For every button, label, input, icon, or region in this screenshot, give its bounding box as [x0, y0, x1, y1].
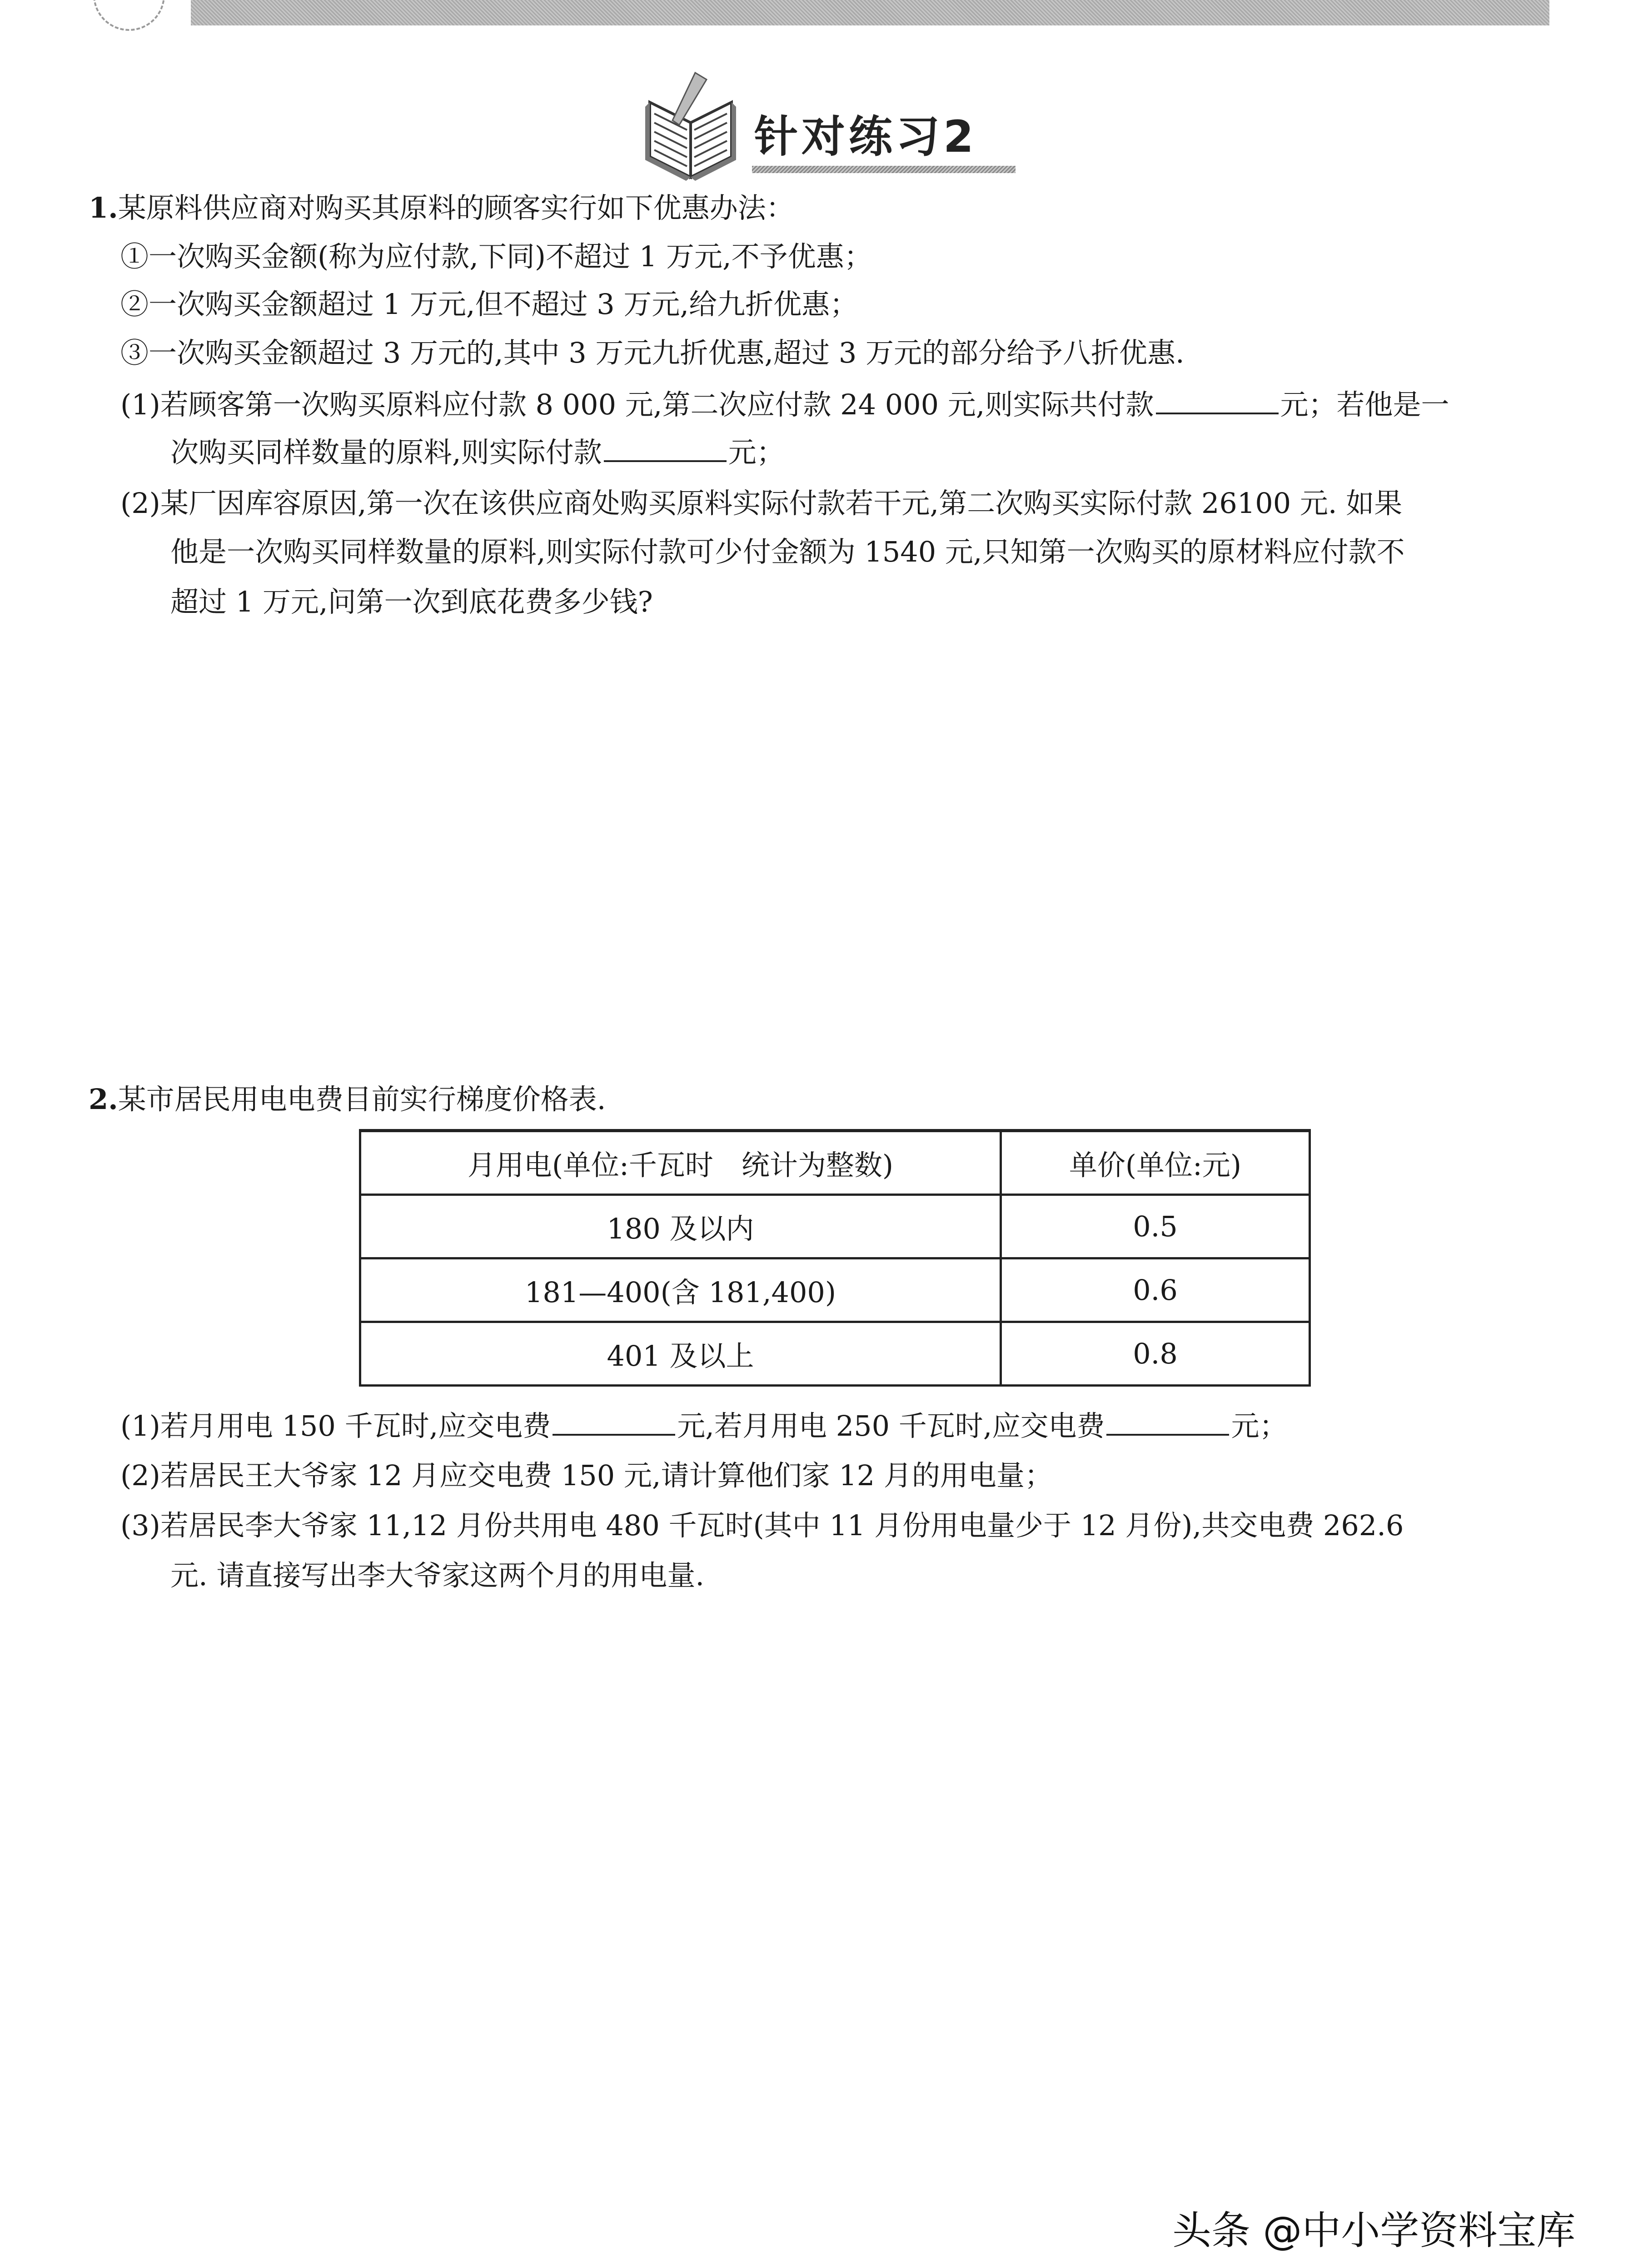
- q2-sub3-line1: (3)若居民李大爷家 11,12 月份共用电 480 千瓦时(其中 11 月份用电量少于 12 月份),共交电费 262.6: [120, 1509, 1404, 1542]
- table-header-usage: 月用电(单位:千瓦时 统计为整数): [360, 1131, 1001, 1195]
- table-cell-usage: 180 及以内: [360, 1195, 1001, 1258]
- table-cell-price: 0.6: [1001, 1258, 1310, 1322]
- q1-rule-2: ②一次购买金额超过 1 万元,但不超过 3 万元,给九折优惠；: [120, 288, 858, 321]
- q1-number: 1.: [89, 191, 118, 224]
- q1-sub1-line2: [170, 434, 785, 471]
- q1-sub1-answer-blank-1[interactable]: [1156, 386, 1279, 414]
- q1-stem-text: 某原料供应商对购买其原料的顾客实行如下优惠办法：: [118, 191, 794, 224]
- table-row: [360, 1322, 1310, 1386]
- q2-stem-text: 某市居民用电电费目前实行梯度价格表.: [118, 1083, 606, 1116]
- q1-rule-3: ③一次购买金额超过 3 万元的,其中 3 万元九折优惠,超过 3 万元的部分给予八折优惠.: [120, 336, 1185, 369]
- q1-sub1-answer-blank-2[interactable]: [604, 434, 727, 462]
- q1-stem: [89, 190, 794, 226]
- table-header-price: 单价(单位:元): [1001, 1131, 1310, 1195]
- q1-sub1-text-a: (1)若顾客第一次购买原料应付款 8 000 元,第二次应付款 24 000 元,则实际共付款: [120, 388, 1154, 421]
- q2-sub2: (2)若居民王大爷家 12 月应交电费 150 元,请计算他们家 12 月的用电量；: [120, 1459, 1053, 1492]
- open-book-pencil-icon: [636, 64, 745, 182]
- q2-sub1-text-a: (1)若月用电 150 千瓦时,应交电费: [120, 1409, 551, 1442]
- q2-number: 2.: [89, 1083, 118, 1116]
- q1-sub1-line1: [120, 386, 1449, 423]
- header-decoration-circle: [93, 0, 165, 31]
- table-row: [360, 1258, 1310, 1322]
- q2-sub1: [120, 1408, 1287, 1444]
- section-title: [636, 64, 1045, 182]
- q1-sub2-line3: 超过 1 万元,问第一次到底花费多少钱?: [170, 585, 653, 618]
- table-row: [360, 1195, 1310, 1258]
- table-header-row: [360, 1131, 1310, 1195]
- q1-sub2-line1: (2)某厂因库容原因,第一次在该供应商处购买原料实际付款若干元,第二次购买实际付款 26100 元. 如果: [120, 487, 1403, 520]
- q2-sub1-answer-blank-1[interactable]: [553, 1408, 675, 1436]
- q1-sub1-text-b: 元；若他是一: [1280, 388, 1449, 421]
- electricity-tariff-table: [359, 1129, 1311, 1387]
- q2-sub1-answer-blank-2[interactable]: [1106, 1408, 1229, 1436]
- table-cell-usage: 401 及以上: [360, 1322, 1001, 1386]
- table-cell-price: 0.8: [1001, 1322, 1310, 1386]
- section-title-text: 针对练习2: [754, 111, 977, 162]
- table-cell-usage: 181—400(含 181,400): [360, 1258, 1001, 1322]
- q1-sub1-text-c: 次购买同样数量的原料,则实际付款: [170, 436, 602, 469]
- title-underline: [752, 166, 1016, 173]
- table-cell-price: 0.5: [1001, 1195, 1310, 1258]
- watermark: 头条 @中小学资料宝库: [1172, 2208, 1576, 2253]
- q2-sub3-line2: 元. 请直接写出李大爷家这两个月的用电量.: [170, 1559, 705, 1592]
- q1-rule-1: ①一次购买金额(称为应付款,下同)不超过 1 万元,不予优惠；: [120, 240, 872, 273]
- page-header-band: [191, 0, 1549, 25]
- q2-stem: [89, 1081, 606, 1118]
- q1-sub2-line2: 他是一次购买同样数量的原料,则实际付款可少付金额为 1540 元,只知第一次购买的原材料应付款不: [170, 535, 1405, 568]
- q2-sub1-text-c: 元；: [1231, 1409, 1288, 1442]
- q2-sub1-text-b: 元,若月用电 250 千瓦时,应交电费: [677, 1409, 1105, 1442]
- q1-sub1-text-d: 元；: [728, 436, 785, 469]
